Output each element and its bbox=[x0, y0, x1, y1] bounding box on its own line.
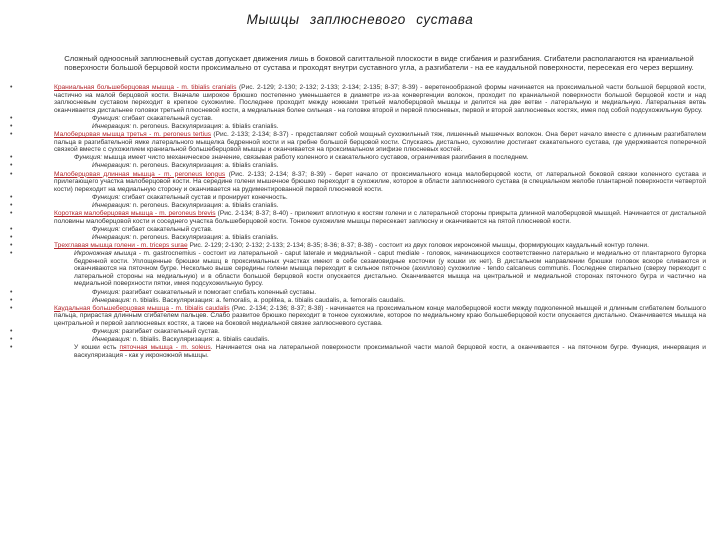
list-item bbox=[8, 162, 706, 170]
list-item bbox=[8, 328, 706, 336]
bullet-icon: • bbox=[10, 296, 13, 304]
item-text: Рис. 2-129; 2-130; 2-132; 2-133; 2-134; 8-35; 8-36; 8-37; 8-38) - состоит из двух головок икроножной мышцы, формирующих каудальный контур голени. bbox=[187, 242, 649, 250]
item-text: разгибает скакательный и помогает сгибать коленный суставы. bbox=[121, 288, 317, 296]
bullet-icon: • bbox=[10, 304, 13, 312]
intro-paragraph: Сложный одноосный заплюсневый сустав допускает движения лишь в боковой сагиттальной плоскости в виде сгибания и разгибания. Сгибатели располагаются на краниальной поверхности большой берцовой кости проксимально от сустава и проходят внутри суставного угла, а разгибатели - на ее каудальной поверхности, пересекая его через вершину. bbox=[64, 54, 694, 73]
bullet-icon: • bbox=[10, 122, 13, 130]
item-label: Функция: bbox=[92, 328, 122, 336]
item-text: n. tibialis. Васкуляризация: a. femoralis, a. poplitea, a. tibialis caudalis, a. femoralis caudalis. bbox=[132, 296, 405, 304]
list-item bbox=[8, 123, 706, 131]
item-text: сгибает скакательный сустав. bbox=[121, 114, 213, 122]
muscle-list bbox=[8, 84, 706, 360]
item-label: Иннервация: bbox=[92, 122, 133, 130]
item-label: Иннервация: bbox=[92, 336, 133, 344]
item-text: (Рис. 2-134; 2-136; 8-37; 8-38) - начинается на проксимальном конце малоберцовой кости между подколенной мышцей и длинным сгибателем большого пальца, прирастая длинным сгибателем пальцев. Слабо развитое брюшко переходит в тонкое сухожилие, которое по медиальному краю большеберцовой кости опускается дистально. Оканчивается мышца на центральной и первой заплюсневых костях, а также на боковой медиальной связке заплюсневого сустава. bbox=[54, 304, 706, 327]
muscle-name: Каудальная большеберцовая мышца - m. tibialis caudalis bbox=[54, 304, 230, 312]
list-item bbox=[8, 202, 706, 210]
bullet-icon: • bbox=[10, 193, 13, 201]
muscle-name: Трехглавая мышца голени - m. triceps surae bbox=[54, 242, 188, 250]
bullet-icon: • bbox=[10, 233, 13, 241]
bullet-icon: • bbox=[10, 344, 13, 352]
bullet-icon: • bbox=[10, 210, 13, 218]
item-text: (Рис. 2-133; 2-134; 8-37; 8-39) - берет начало от проксимального конца малоберцовой кости, от латеральной боковой связки коленного сустава и прилегающего участка малоберцовой кости. На середине голени мышечное брюшко переходит в сухожилие, которое в области заплюсневого сустава (в специальном желобе плантарной поверхности четвертой кости) переходит на медиальную сторону и оканчивается на рудиментированной первой плюсневой кости. bbox=[54, 170, 706, 193]
item-label: Иннервация: bbox=[92, 162, 133, 170]
item-label: Функция: bbox=[92, 288, 122, 296]
list-item bbox=[8, 289, 706, 297]
item-text: n. peroneus. Васкуляризация: a. tibialis cranialis. bbox=[132, 233, 279, 241]
muscle-name: Малоберцовая длинная мышца - m. peroneus longus bbox=[54, 170, 226, 178]
bullet-icon: • bbox=[10, 288, 13, 296]
list-item bbox=[8, 305, 706, 328]
bullet-icon: • bbox=[10, 162, 13, 170]
list-item bbox=[8, 154, 706, 162]
list-item bbox=[8, 84, 706, 114]
item-text: n. peroneus. Васкуляризация: a. tibialis cranialis. bbox=[132, 122, 279, 130]
item-label: У кошки есть bbox=[74, 344, 120, 352]
bullet-icon: • bbox=[10, 154, 13, 162]
item-text: (Рис. 2-134; 8-37; 8-40) - прилежит вплотную к костям голени и с латеральной стороны прикрыта длинной малоберцовой мышцей. Начинается от дистальной половины малоберцовой кости и соседнего участка большеберцовой кости. Тонкое сухожилие мышцы пересекает заплюсну и оканчивается на пятой плюсневой кости. bbox=[54, 210, 706, 225]
list-item bbox=[8, 336, 706, 344]
list-item bbox=[8, 344, 706, 359]
item-label: Иннервация: bbox=[92, 201, 133, 209]
list-item bbox=[8, 242, 706, 250]
muscle-name: Краниальная большеберцовая мышца - m. tibialis cranialis bbox=[54, 84, 237, 91]
list-item bbox=[8, 226, 706, 234]
bullet-icon: • bbox=[10, 114, 13, 122]
item-text: разгибает скакательный сустав. bbox=[121, 328, 220, 336]
item-text: сгибает скакательный сустав и пронирует конечность. bbox=[121, 193, 288, 201]
muscle-name: Короткая малоберцовая мышца - m. peroneus brevis bbox=[54, 210, 216, 218]
bullet-icon: • bbox=[10, 131, 13, 139]
bullet-icon: • bbox=[10, 250, 13, 258]
item-text: n. peroneus. Васкуляризация: a. tibialis cranialis. bbox=[132, 201, 279, 209]
bullet-icon: • bbox=[10, 84, 13, 91]
list-item bbox=[8, 171, 706, 194]
bullet-icon: • bbox=[10, 170, 13, 178]
item-label: Функция: bbox=[92, 225, 122, 233]
item-text: n. tibialis. Васкуляризация: a. tibialis caudalis. bbox=[132, 336, 270, 344]
muscle-name: пяточная мышца - m. soleus bbox=[119, 344, 211, 352]
item-text: мышца имеет чисто механическое значение, связывая работу коленного и скакательного суставов, ограничивая разгибания в последнем. bbox=[103, 154, 529, 162]
item-label: Функция: bbox=[92, 114, 122, 122]
bullet-icon: • bbox=[10, 201, 13, 209]
list-item bbox=[8, 234, 706, 242]
list-item bbox=[8, 210, 706, 225]
list-item bbox=[8, 194, 706, 202]
bullet-icon: • bbox=[10, 328, 13, 336]
muscle-name: Малоберцовая мышца третья - m. peroneus tertius bbox=[54, 131, 212, 139]
bullet-icon: • bbox=[10, 225, 13, 233]
item-label: Икроножная мышца bbox=[74, 250, 137, 258]
item-label: Функция: bbox=[92, 193, 122, 201]
list-item bbox=[8, 131, 706, 154]
list-item bbox=[8, 115, 706, 123]
item-text: . Начинается она на латеральной поверхности проксимальной части малой берцовой кости, а оканчивается - на пяточном бугре. Функция, иннервация и васкуляризация - как у икроножной мышцы. bbox=[74, 344, 706, 359]
item-label: Иннервация: bbox=[92, 233, 133, 241]
item-text: (Рис. 2-129; 2-130; 2-132; 2-133; 2-134; 2-135; 8-37; 8-39) - веретенообразной формы начинается на проксимальной части большой берцовой кости, частично на малой берцовой кости. Вначале широкое брюшко постепенно уменьшается в диаметре из-за конвергенции волокон, проходит по краниальной поверхности большой берцовой кости и над заплюсневым суставом переходит в крепкое сухожилие. Последнее проходит между ножками третьей малоберцовой мышцы и делится на две ветви - латеральную и медиальную. Латеральная ветвь оканчивается дистальнее головки третьей плюсневой кости, а медиальная более сильная - на головке второй и первой плюсневых, первой и второй заплюсневых костях, имея под собой подсухожильную бурсу. bbox=[54, 84, 706, 114]
item-text: (Рис. 2-133; 2-134; 8-37) - представляет собой мощный сухожильный тяж, лишенный мышечных волокон. Она берет начало вместе с длинным разгибателем пальца в разгибательной ямке латерального мыщелка бедренной кости и на гребне большой берцовой кости. Спускаясь дистально, сухожилие достигает скакательного сустава, где удерживается поперечной связкой вместе с сухожилием краниальной большеберцовой мышцы и оканчивается на проксимальном эпифизе плюсневых костей. bbox=[54, 131, 706, 154]
item-text: - m. gastrocnemius - состоит из латеральной - caput laterale и медиальной - caput mediale - головок, начинающихся соответственно латерально и медиально от плантарного бугорка бедренной кости. Уплощенные брюшки мышц в проксимальных участках имеют в себе сезамовидные косточки (у кошки их нет). В дистальном направлении брюшки головок вскоре сливаются и оканчиваются на пяточном бугре. Несколько выше середины голени мышца переходит в сильное пяточное (ахиллово) сухожилие - tendo calcaneus communis. Последнее спирально (сверху переходит с латеральной стороны на медиальную) и в области большой берцовой кости опускается дистально. Оканчивается мышца на центральной и медиальной сторонах пяточного бугра и частично на медиальной поверхности пятки, имея подсухожильную бурсу. bbox=[74, 250, 706, 288]
item-text: n. peroneus. Васкуляризация: a. tibialis cranialis. bbox=[132, 162, 279, 170]
page-title: Мышцы заплюсневого сустава bbox=[246, 12, 474, 27]
list-item bbox=[8, 297, 706, 305]
item-label: Функция: bbox=[74, 154, 104, 162]
bullet-icon: • bbox=[10, 242, 13, 250]
bullet-icon: • bbox=[10, 336, 13, 344]
item-text: сгибает скакательный сустав. bbox=[121, 225, 213, 233]
list-item bbox=[8, 250, 706, 288]
item-label: Иннервация: bbox=[92, 296, 133, 304]
